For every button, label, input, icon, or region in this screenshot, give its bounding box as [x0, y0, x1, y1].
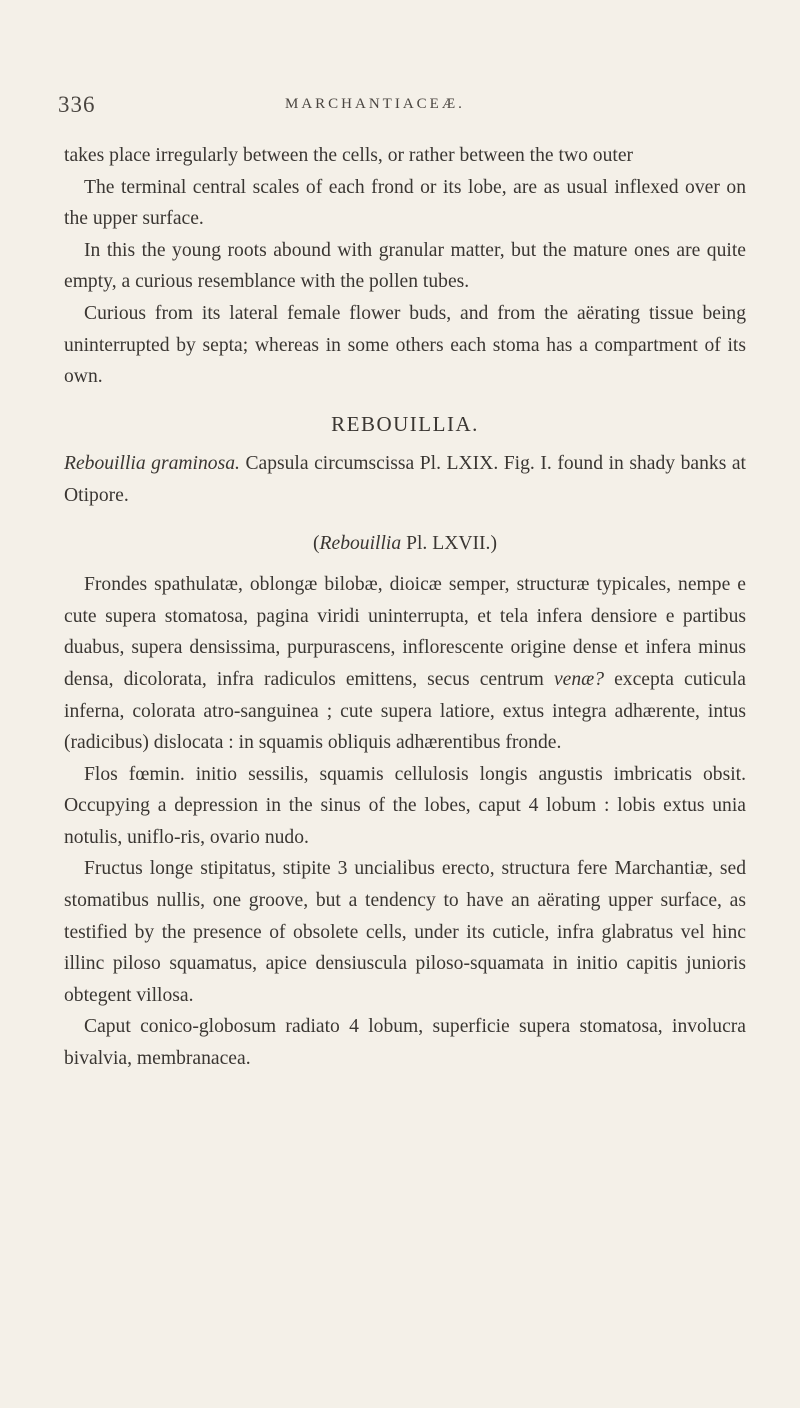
ref-open-paren: ( — [313, 532, 320, 554]
ref-close-paren: ) — [490, 532, 497, 554]
frondes-text-a: Frondes spathulatæ, oblongæ bilobæ, dioicæ semper, structuræ typicales, nempe e cute supera stomatosa, pagina viridi uninterrupta, et tela infera densiore e partibus duabus, supera densissima, purpurascens, inflorescente origine dense et infera minus densa, dicolorata, infra radiculos emittens, secus centrum — [64, 574, 746, 690]
plate-reference — [64, 528, 746, 560]
section-heading: REBOUILLIA. — [331, 411, 479, 436]
paragraph-terminal-scales: The terminal central scales of each frond or its lobe, are as usual inflexed over on the upper surface. — [64, 176, 746, 230]
species-description: Capsula circumscissa Pl. LXIX. Fig. I. found in shady banks at Otipore. — [64, 453, 746, 506]
body-text — [64, 140, 746, 1075]
description-frondes — [64, 569, 746, 759]
running-head — [58, 92, 758, 122]
frondes-italic: venæ? — [553, 668, 605, 690]
description-flos: Flos fœmin. initio sessilis, squamis cellulosis longis angustis imbricatis obsit. Occupying a depression in the sinus of the lobes, caput 4 lobum : lobis extus unia notulis, uniflo-ris, ovario nudo. — [64, 763, 746, 848]
ref-genus: Rebouillia — [319, 532, 402, 554]
frondes-text-b: excepta cuticula inferna, colorata atro-sanguinea ; cute supera latiore, extus integra adhærente, intus (radicibus) dislocata : in squamis obliquis adhærentibus fronde. — [64, 668, 747, 754]
description-caput: Caput conico-globosum radiato 4 lobum, superficie supera stomatosa, involucra bivalvia, membranacea. — [64, 1016, 746, 1070]
species-entry — [64, 448, 746, 511]
running-title: MARCHANTIACEÆ. — [285, 96, 465, 112]
paragraph-female-flower-buds: Curious from its lateral female flower buds, and from the aërating tissue being uninterrupted by septa; whereas in some others each stoma has a compartment of its own. — [64, 302, 746, 388]
paragraph-continuation: takes place irregularly between the cells, or rather between the two outer — [64, 145, 634, 166]
page-number: 336 — [58, 92, 96, 117]
paragraph-young-roots: In this the young roots abound with granular matter, but the mature ones are quite empty, a curious resemblance with the pollen tubes. — [64, 239, 746, 293]
species-name: Rebouillia graminosa. — [64, 453, 240, 475]
ref-plate: Pl. LXVII. — [401, 532, 491, 554]
description-fructus: Fructus longe stipitatus, stipite 3 uncialibus erecto, structura fere Marchantiæ, sed stomatibus nullis, one groove, but a tendency to have an aërating upper surface, as testified by the presence of obsolete cells, under its cuticle, infra glabratus vel hinc illinc piloso squamatus, apice densiuscula piloso-squamata in initio capitis junioris obtegent villosa. — [64, 858, 746, 1006]
